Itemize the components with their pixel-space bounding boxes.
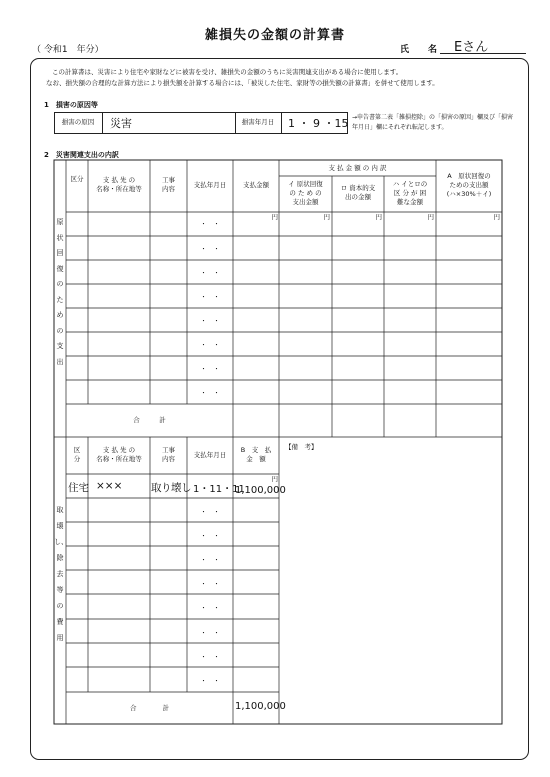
date-placeholder[interactable]: ・ ・ <box>200 556 220 564</box>
date-label: 損害年月日 <box>241 118 275 126</box>
name-label: 氏 名 <box>400 45 443 55</box>
lower-header-date: 支払年月日 <box>193 451 227 459</box>
header-a: A 原状回復の ための支出額 (ハ×30%＋イ) <box>446 172 492 198</box>
date-placeholder[interactable]: ・ ・ <box>200 293 220 301</box>
date-placeholder[interactable]: ・ ・ <box>200 508 220 516</box>
header-breakdown: 支 払 金 額 の 内 訳 <box>328 164 387 172</box>
cause-note: →申告書第二表「雑損控除」の「損害の原因」欄及び「損害年月日」欄にそれぞれ転記します。 <box>352 114 514 131</box>
date-placeholder[interactable]: ・ ・ <box>200 629 220 637</box>
name-value[interactable]: Eさん <box>454 40 489 55</box>
upper-total-label: 合 計 <box>133 416 166 424</box>
header-work: 工事 内容 <box>162 176 175 193</box>
page-title: 雑損失の金額の計算書 <box>204 28 345 43</box>
cause-value[interactable]: 災害 <box>110 117 132 130</box>
row1-payee[interactable]: ××× <box>96 480 123 492</box>
date-placeholder[interactable]: ・ ・ <box>200 389 220 397</box>
lower-vertical-label: 取壊し、除去等の費用 <box>54 506 68 642</box>
header-i: イ 原状回復 の た め の 支出金額 <box>288 180 323 206</box>
header-ro: ロ 資本的支 出の金額 <box>340 184 376 201</box>
intro-line-2: なお、損失額の合理的な計算方法により損失額を計算する場合には、「被災した住宅、家財等の損失額の計算書」を併せて使用します。 <box>46 79 439 87</box>
lower-header-kubun: 区 分 <box>73 446 81 463</box>
remarks-label: 【備 考】 <box>285 443 318 451</box>
date-placeholder[interactable]: ・ ・ <box>200 580 220 588</box>
date-placeholder[interactable]: ・ ・ <box>200 317 220 325</box>
header-date: 支払年月日 <box>193 181 227 189</box>
yen-mark: 円 <box>375 213 382 221</box>
lower-header-work: 工事 内容 <box>162 446 175 463</box>
row1-yen: 円 <box>271 475 278 483</box>
section2-heading: 2 災害関連支出の内訳 <box>44 151 119 159</box>
date-placeholder[interactable]: ・ ・ <box>200 365 220 373</box>
upper-vertical-label: 原状回復のための支出 <box>56 218 64 366</box>
intro-line-1: この計算書は、災害により住宅や家財などに被害を受け、雑損失の金額のうちに災害関連支出がある場合に使用します。 <box>52 68 403 76</box>
date-placeholder[interactable]: ・ ・ <box>200 269 220 277</box>
header-amount: 支払金額 <box>243 181 269 189</box>
lower-total-label: 合 計 <box>130 704 169 712</box>
lower-total-amount[interactable]: 1,100,000 <box>235 701 286 712</box>
date-placeholder[interactable]: ・ ・ <box>200 245 220 253</box>
date-placeholder[interactable]: ・ ・ <box>200 341 220 349</box>
date-placeholder[interactable]: ・ ・ <box>200 677 220 685</box>
date-placeholder[interactable]: ・ ・ <box>200 653 220 661</box>
yen-mark: 円 <box>323 213 330 221</box>
lower-header-payee: 支 払 先 の 名称・所在地等 <box>96 446 142 463</box>
date-placeholder[interactable]: ・ ・ <box>200 532 220 540</box>
header-payee: 支 払 先 の 名称・所在地等 <box>96 176 142 193</box>
date-placeholder[interactable]: ・ ・ <box>200 220 220 228</box>
yen-mark: 円 <box>427 213 434 221</box>
year-label: （ 令和1 年分） <box>32 45 104 55</box>
row1-work[interactable]: 取り壊し <box>151 482 191 494</box>
lower-header-amount: B 支 払 金 額 <box>240 446 272 463</box>
date-value[interactable]: 1 ・ 9 ・15 <box>288 117 349 130</box>
row1-date[interactable]: 1・11・11 <box>193 484 245 495</box>
section1-heading: 1 損害の原因等 <box>44 101 98 109</box>
date-placeholder[interactable]: ・ ・ <box>200 604 220 612</box>
row1-amount[interactable]: 1,100,000 <box>235 485 286 496</box>
row1-kubun[interactable]: 住宅 <box>68 482 89 494</box>
header-kubun: 区分 <box>70 175 84 183</box>
yen-mark: 円 <box>271 213 278 221</box>
yen-mark: 円 <box>493 213 500 221</box>
cause-label: 損害の原因 <box>61 118 95 126</box>
header-ha: ハ イとロの 区 分 が 困 難な金額 <box>392 180 428 206</box>
